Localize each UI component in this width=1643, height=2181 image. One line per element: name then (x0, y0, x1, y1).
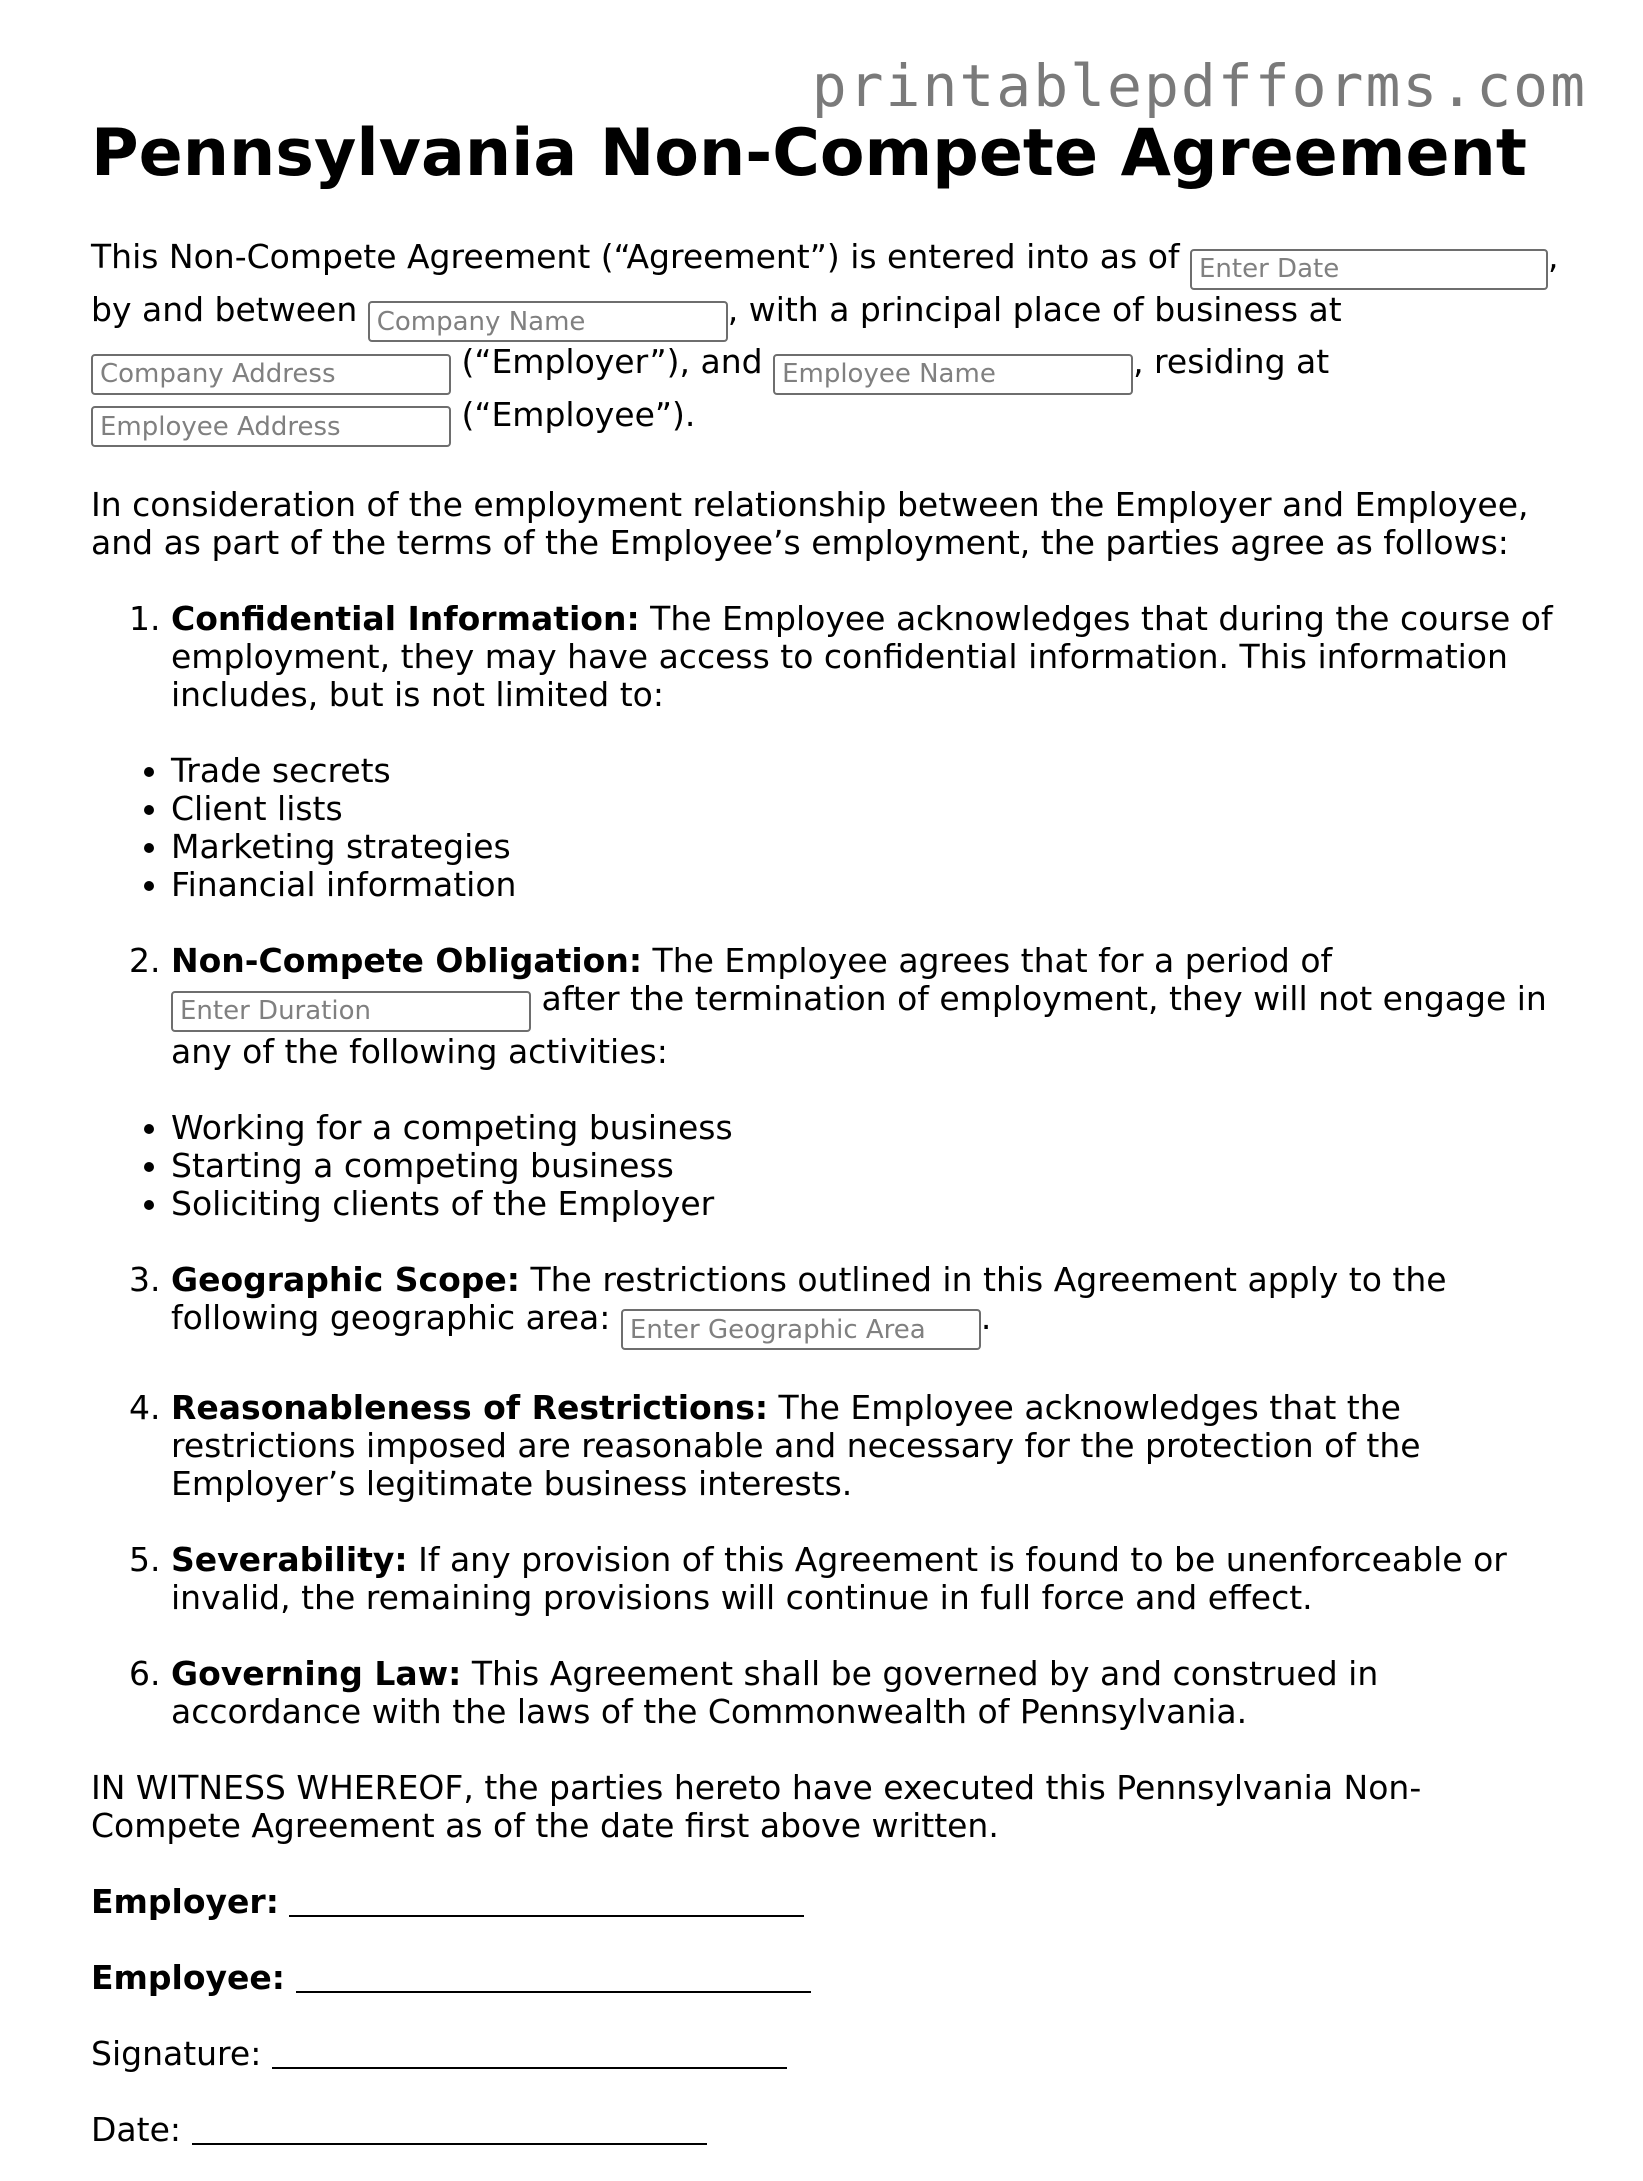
list-item: • Marketing strategies (171, 828, 1561, 866)
company-address-field[interactable] (91, 354, 451, 395)
terms-list (91, 1261, 1561, 1732)
intro-text: , residing at (1133, 342, 1330, 381)
document-body (91, 112, 1561, 2181)
company-name-field[interactable] (368, 301, 728, 342)
employer-label: Employer: (91, 1882, 279, 1921)
list-item: • Working for a competing business (171, 1109, 1561, 1147)
term-heading: Confidential Information: (171, 599, 640, 638)
intro-text: by and between (91, 289, 368, 329)
intro-paragraph (91, 238, 1561, 448)
page-title: Pennsylvania Non-Compete Agreement (91, 116, 1527, 191)
term-geographic-scope (171, 1261, 1561, 1352)
term-text: The Employee agrees that for a period of (642, 941, 1333, 980)
term-text: The Employee acknowledges that the restrictions imposed are reasonable and necessary for the protection of the Employer’s legitimate business interests. (171, 1388, 1421, 1503)
term-text: This Agreement shall be governed by and construed in accordance with the laws of the Commonwealth of Pennsylvania. (171, 1654, 1379, 1731)
term-text: The Employee acknowledges that during the course of employment, they may have access to confidential information. This information includes, but is not limited to: (171, 599, 1553, 714)
term-severability (171, 1541, 1561, 1617)
term-governing-law (171, 1655, 1561, 1731)
list-item: • Starting a competing business (171, 1147, 1561, 1185)
date-field[interactable] (1190, 249, 1548, 290)
confidential-info-list (91, 752, 1561, 904)
consideration-paragraph: In consideration of the employment relationship between the Employer and Employee, and as part of the terms of the Employee’s employment, the parties agree as follows: (91, 485, 1529, 562)
intro-text: This Non-Compete Agreement (“Agreement”) is entered into as of (91, 237, 1190, 276)
employer-signature-row (91, 1883, 1561, 1921)
list-item: • Soliciting clients of the Employer (171, 1185, 1561, 1223)
terms-list (91, 600, 1561, 714)
employee-signature-line[interactable] (296, 1961, 811, 1993)
term-heading: Non-Compete Obligation: (171, 941, 643, 980)
restricted-activities-list (91, 1109, 1561, 1223)
list-item: • Client lists (171, 790, 1561, 828)
employee-signature-row (91, 1959, 1561, 1997)
list-item: • Trade secrets (171, 752, 1561, 790)
employee-address-field[interactable] (91, 406, 451, 447)
intro-text: , with a principal place of business at (727, 289, 1342, 329)
date-label: Date: (91, 2110, 181, 2149)
term-text: If any provision of this Agreement is found to be unenforceable or invalid, the remaining provisions will continue in full force and effect. (171, 1540, 1507, 1617)
intro-text: , (1548, 237, 1559, 276)
term-heading: Geographic Scope: (171, 1259, 520, 1299)
term-heading: Reasonableness of Restrictions: (171, 1388, 769, 1427)
employee-name-field[interactable] (773, 354, 1133, 395)
watermark: printablepdfforms.com (811, 52, 1587, 120)
term-confidential-information (171, 600, 1561, 714)
date-line[interactable] (192, 2113, 707, 2145)
intro-text: (“Employer”), and (451, 342, 774, 381)
term-heading: Severability: (171, 1540, 408, 1579)
term-text: . (980, 1297, 992, 1337)
signature-line[interactable] (272, 2037, 787, 2069)
term-heading: Governing Law: (171, 1654, 462, 1693)
term-text: after the termination of employment, they will not engage in any of the following activities: (171, 979, 1547, 1071)
witness-paragraph: IN WITNESS WHEREOF, the parties hereto have executed this Pennsylvania Non-Compete Agreement as of the date first above written. (91, 1768, 1422, 1845)
signature-label: Signature: (91, 2034, 262, 2073)
signature-row (91, 2035, 1561, 2073)
intro-text: (“Employee”). (451, 394, 696, 434)
term-text: The restrictions outlined in this Agreement apply to the following geographic area: (171, 1259, 1447, 1337)
term-non-compete-obligation (171, 942, 1561, 1071)
list-item: • Financial information (171, 866, 1561, 904)
employer-signature-line[interactable] (289, 1885, 804, 1917)
duration-field[interactable] (171, 991, 531, 1032)
employee-label: Employee: (91, 1958, 286, 1997)
terms-list (91, 942, 1561, 1071)
date-row (91, 2111, 1561, 2149)
term-reasonableness (171, 1389, 1561, 1503)
geographic-area-field[interactable] (621, 1309, 981, 1350)
